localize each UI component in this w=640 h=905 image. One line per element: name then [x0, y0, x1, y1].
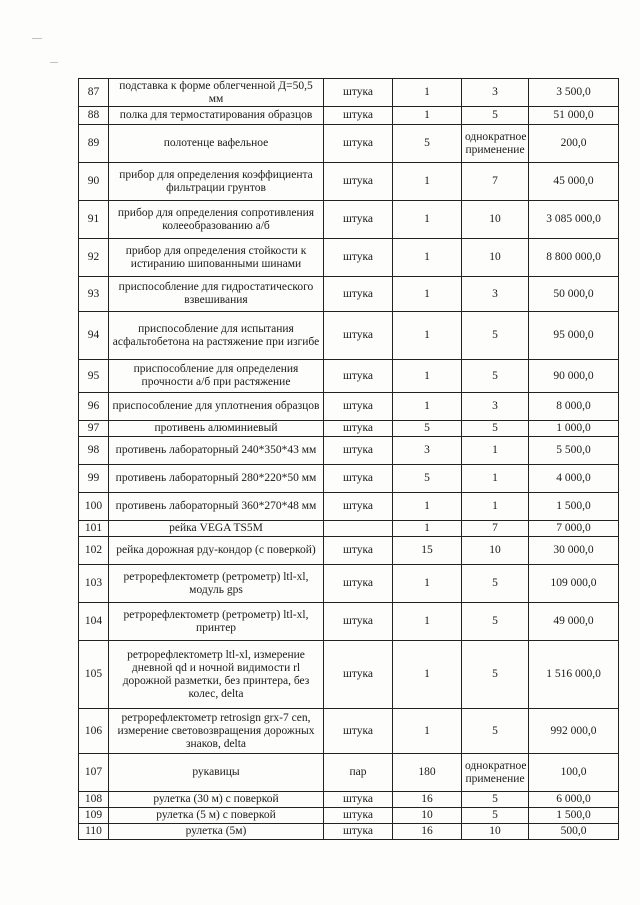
service-life-cell: однократное применение [462, 754, 529, 792]
quantity-cell: 1 [393, 360, 462, 393]
table-row [79, 312, 619, 360]
cost-cell: 1 516 000,0 [529, 641, 619, 709]
table-row [79, 537, 619, 565]
cost-cell: 3 085 000,0 [529, 201, 619, 239]
cost-cell: 1 500,0 [529, 493, 619, 521]
item-name-cell: рулетка (5 м) с поверкой [109, 808, 324, 824]
quantity-cell: 180 [393, 754, 462, 792]
row-number-cell: 107 [79, 754, 109, 792]
service-life-cell: 5 [462, 709, 529, 754]
service-life-cell: 7 [462, 521, 529, 537]
service-life-cell: 5 [462, 107, 529, 125]
service-life-cell: 5 [462, 603, 529, 641]
quantity-cell: 1 [393, 565, 462, 603]
table-row [79, 808, 619, 824]
cost-cell: 3 500,0 [529, 79, 619, 107]
table-row [79, 125, 619, 163]
row-number-cell: 96 [79, 393, 109, 421]
table-row [79, 709, 619, 754]
table-row [79, 465, 619, 493]
cost-cell: 100,0 [529, 754, 619, 792]
service-life-cell: 10 [462, 201, 529, 239]
row-number-cell: 97 [79, 421, 109, 437]
row-number-cell: 99 [79, 465, 109, 493]
cost-cell: 500,0 [529, 824, 619, 840]
unit-cell: штука [324, 239, 393, 277]
row-number-cell: 91 [79, 201, 109, 239]
unit-cell: штука [324, 641, 393, 709]
table-body [79, 79, 619, 840]
service-life-cell: 3 [462, 79, 529, 107]
table-row [79, 277, 619, 312]
row-number-cell: 104 [79, 603, 109, 641]
service-life-cell: 3 [462, 393, 529, 421]
row-number-cell: 87 [79, 79, 109, 107]
quantity-cell: 1 [393, 312, 462, 360]
unit-cell: штука [324, 709, 393, 754]
cost-cell: 30 000,0 [529, 537, 619, 565]
row-number-cell: 90 [79, 163, 109, 201]
quantity-cell: 3 [393, 437, 462, 465]
unit-cell: штука [324, 565, 393, 603]
unit-cell: штука [324, 125, 393, 163]
unit-cell: штука [324, 163, 393, 201]
row-number-cell: 103 [79, 565, 109, 603]
unit-cell [324, 521, 393, 537]
cost-cell: 5 500,0 [529, 437, 619, 465]
cost-cell: 200,0 [529, 125, 619, 163]
table-row [79, 641, 619, 709]
table-row [79, 421, 619, 437]
service-life-cell: 10 [462, 824, 529, 840]
unit-cell: штука [324, 201, 393, 239]
table-row [79, 565, 619, 603]
unit-cell: штука [324, 79, 393, 107]
table-row [79, 521, 619, 537]
table-row [79, 754, 619, 792]
unit-cell: штука [324, 465, 393, 493]
quantity-cell: 5 [393, 421, 462, 437]
service-life-cell: 1 [462, 465, 529, 493]
item-name-cell: приспособление для уплотнения образцов [109, 393, 324, 421]
quantity-cell: 1 [393, 79, 462, 107]
quantity-cell: 1 [393, 521, 462, 537]
unit-cell: штука [324, 107, 393, 125]
equipment-table [78, 78, 619, 840]
quantity-cell: 5 [393, 465, 462, 493]
row-number-cell: 106 [79, 709, 109, 754]
unit-cell: штука [324, 421, 393, 437]
unit-cell: штука [324, 808, 393, 824]
item-name-cell: прибор для определения коэффициента фильтрации грунтов [109, 163, 324, 201]
quantity-cell: 16 [393, 824, 462, 840]
row-number-cell: 88 [79, 107, 109, 125]
cost-cell: 51 000,0 [529, 107, 619, 125]
row-number-cell: 102 [79, 537, 109, 565]
row-number-cell: 98 [79, 437, 109, 465]
unit-cell: штука [324, 824, 393, 840]
item-name-cell: противень лабораторный 360*270*48 мм [109, 493, 324, 521]
quantity-cell: 1 [393, 201, 462, 239]
table-row [79, 163, 619, 201]
cost-cell: 49 000,0 [529, 603, 619, 641]
cost-cell: 45 000,0 [529, 163, 619, 201]
table-row [79, 493, 619, 521]
item-name-cell: противень лабораторный 280*220*50 мм [109, 465, 324, 493]
service-life-cell: 10 [462, 239, 529, 277]
row-number-cell: 108 [79, 792, 109, 808]
row-number-cell: 109 [79, 808, 109, 824]
table-row [79, 437, 619, 465]
row-number-cell: 93 [79, 277, 109, 312]
quantity-cell: 1 [393, 709, 462, 754]
service-life-cell: 5 [462, 808, 529, 824]
cost-cell: 1 500,0 [529, 808, 619, 824]
quantity-cell: 10 [393, 808, 462, 824]
cost-cell: 90 000,0 [529, 360, 619, 393]
row-number-cell: 101 [79, 521, 109, 537]
item-name-cell: противень алюминиевый [109, 421, 324, 437]
quantity-cell: 1 [393, 107, 462, 125]
cost-cell: 7 000,0 [529, 521, 619, 537]
quantity-cell: 5 [393, 125, 462, 163]
table-row [79, 603, 619, 641]
item-name-cell: приспособление для определения прочности а/б при растяжение [109, 360, 324, 393]
service-life-cell: 5 [462, 792, 529, 808]
scan-speck [50, 62, 58, 63]
item-name-cell: прибор для определения стойкости к истиранию шипованными шинами [109, 239, 324, 277]
unit-cell: штука [324, 393, 393, 421]
table-row [79, 79, 619, 107]
unit-cell: штука [324, 493, 393, 521]
item-name-cell: ретрорефлектометр (ретрометр) ltl-xl, модуль gps [109, 565, 324, 603]
service-life-cell: 7 [462, 163, 529, 201]
table-row [79, 107, 619, 125]
quantity-cell: 1 [393, 641, 462, 709]
row-number-cell: 105 [79, 641, 109, 709]
table-row [79, 239, 619, 277]
item-name-cell: рулетка (30 м) с поверкой [109, 792, 324, 808]
service-life-cell: однократное применение [462, 125, 529, 163]
unit-cell: штука [324, 603, 393, 641]
item-name-cell: полотенце вафельное [109, 125, 324, 163]
cost-cell: 8 000,0 [529, 393, 619, 421]
cost-cell: 6 000,0 [529, 792, 619, 808]
quantity-cell: 1 [393, 277, 462, 312]
item-name-cell: рулетка (5м) [109, 824, 324, 840]
unit-cell: штука [324, 312, 393, 360]
cost-cell: 1 000,0 [529, 421, 619, 437]
service-life-cell: 5 [462, 641, 529, 709]
row-number-cell: 92 [79, 239, 109, 277]
item-name-cell: ретрорефлектометр (ретрометр) ltl-xl, принтер [109, 603, 324, 641]
item-name-cell: подставка к форме облегченной Д=50,5 мм [109, 79, 324, 107]
service-life-cell: 5 [462, 312, 529, 360]
item-name-cell: полка для термостатирования образцов [109, 107, 324, 125]
service-life-cell: 1 [462, 437, 529, 465]
row-number-cell: 95 [79, 360, 109, 393]
service-life-cell: 5 [462, 421, 529, 437]
service-life-cell: 5 [462, 565, 529, 603]
cost-cell: 992 000,0 [529, 709, 619, 754]
table-row [79, 824, 619, 840]
cost-cell: 95 000,0 [529, 312, 619, 360]
unit-cell: штука [324, 792, 393, 808]
quantity-cell: 1 [393, 163, 462, 201]
cost-cell: 4 000,0 [529, 465, 619, 493]
quantity-cell: 1 [393, 603, 462, 641]
row-number-cell: 110 [79, 824, 109, 840]
quantity-cell: 1 [393, 493, 462, 521]
quantity-cell: 1 [393, 393, 462, 421]
cost-cell: 50 000,0 [529, 277, 619, 312]
cost-cell: 109 000,0 [529, 565, 619, 603]
item-name-cell: приспособление для гидростатического взвешивания [109, 277, 324, 312]
table-row [79, 360, 619, 393]
service-life-cell: 3 [462, 277, 529, 312]
item-name-cell: рейка VEGA TS5M [109, 521, 324, 537]
unit-cell: штука [324, 437, 393, 465]
table-row [79, 792, 619, 808]
unit-cell: штука [324, 360, 393, 393]
item-name-cell: ретрорефлектометр retrosign grx-7 cen, измерение световозвращения дорожных знаков, delta [109, 709, 324, 754]
service-life-cell: 5 [462, 360, 529, 393]
unit-cell: штука [324, 537, 393, 565]
table-row [79, 201, 619, 239]
service-life-cell: 10 [462, 537, 529, 565]
item-name-cell: ретрорефлектометр ltl-xl, измерение дневной qd и ночной видимости rl дорожной разметки, без принтера, без колес, delta [109, 641, 324, 709]
item-name-cell: противень лабораторный 240*350*43 мм [109, 437, 324, 465]
quantity-cell: 15 [393, 537, 462, 565]
unit-cell: штука [324, 277, 393, 312]
row-number-cell: 89 [79, 125, 109, 163]
item-name-cell: прибор для определения сопротивления колееобразованию а/б [109, 201, 324, 239]
scan-speck [32, 38, 42, 39]
cost-cell: 8 800 000,0 [529, 239, 619, 277]
row-number-cell: 94 [79, 312, 109, 360]
unit-cell: пар [324, 754, 393, 792]
table-row [79, 393, 619, 421]
item-name-cell: рейка дорожная рду-кондор (с поверкой) [109, 537, 324, 565]
service-life-cell: 1 [462, 493, 529, 521]
item-name-cell: рукавицы [109, 754, 324, 792]
item-name-cell: приспособление для испытания асфальтобетона на растяжение при изгибе [109, 312, 324, 360]
quantity-cell: 16 [393, 792, 462, 808]
quantity-cell: 1 [393, 239, 462, 277]
row-number-cell: 100 [79, 493, 109, 521]
